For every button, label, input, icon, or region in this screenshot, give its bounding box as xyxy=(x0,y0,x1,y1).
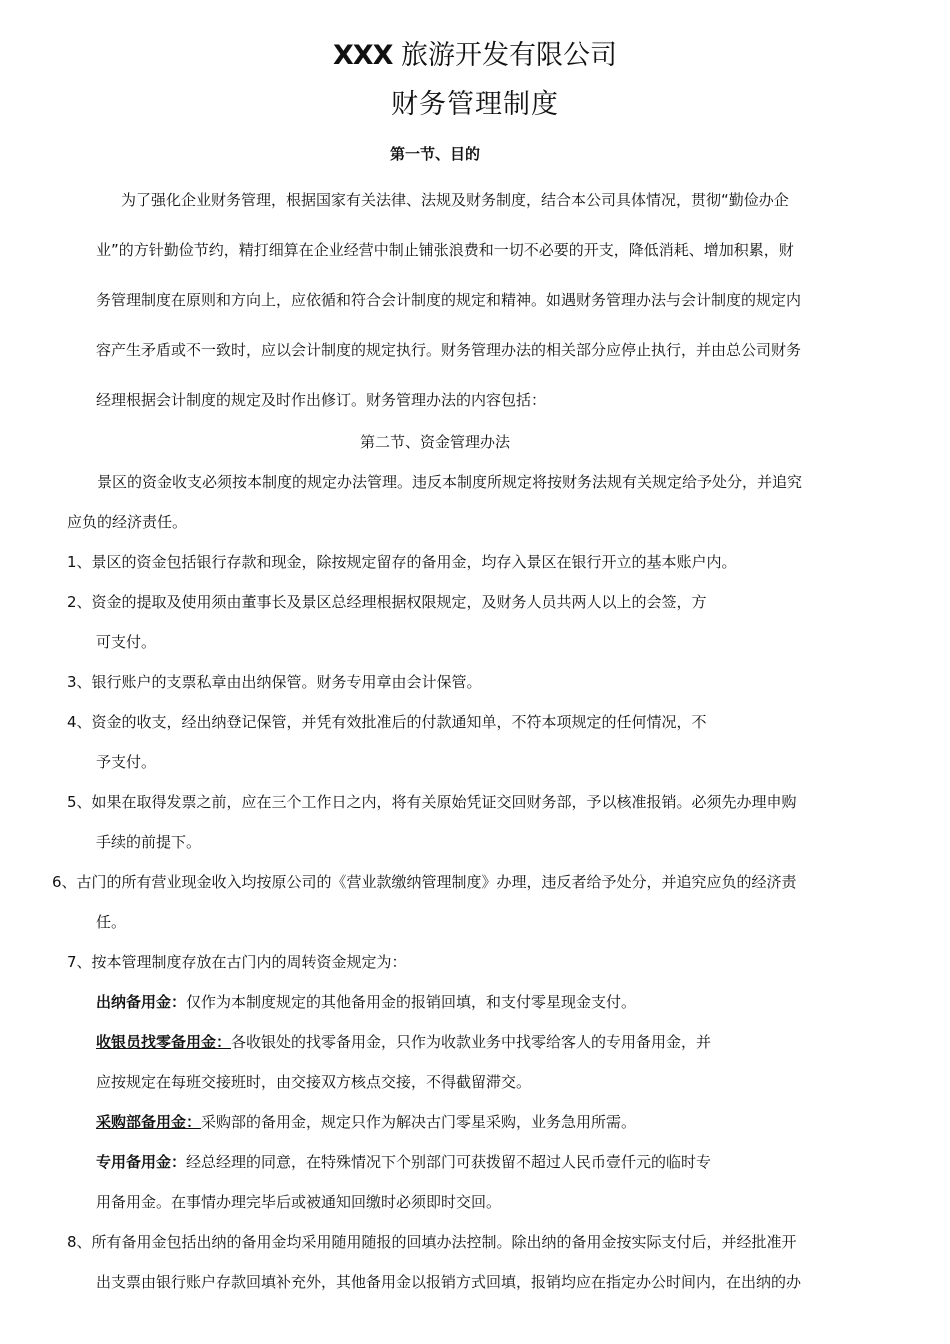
fund-cashier-label: 出纳备用金： xyxy=(96,993,187,1011)
company-title xyxy=(0,38,950,74)
fund-change-label: 收银员找零备用金： xyxy=(96,1033,232,1051)
item-8-line-2: 出支票由银行账户存款回填补充外，其他备用金以报销方式回填，报销均应在指定办公时间内，在出纳的办 xyxy=(96,1273,802,1291)
fund-special-text: 经总经理的同意，在特殊情况下个别部门可获拨留不超过人民币壹仟元的临时专 xyxy=(186,1153,712,1171)
document-title: 财务管理制度 xyxy=(391,89,559,120)
fund-purchase-text: 采购部的备用金，规定只作为解决古门零星采购，业务急用所需。 xyxy=(201,1113,637,1131)
fund-change-text: 各收银处的找零备用金，只作为收款业务中找零给客人的专用备用金，并 xyxy=(231,1033,712,1051)
fund-cashier-text: 仅作为本制度规定的其他备用金的报销回填，和支付零星现金支付。 xyxy=(186,993,637,1011)
section-2-intro-line-2: 应负的经济责任。 xyxy=(67,513,188,531)
item-6-line-2: 任。 xyxy=(96,913,127,931)
item-4-line-1: 4、资金的收支，经出纳登记保管，并凭有效批准后的付款通知单，不符本项规定的任何情况，不 xyxy=(67,713,707,731)
fund-special-line-2: 用备用金。在事情办理完毕后或被通知回缴时必须即时交回。 xyxy=(96,1193,502,1211)
item-5-line-1: 5、如果在取得发票之前，应在三个工作日之内，将有关原始凭证交回财务部，予以核准报销。必须先办理申购 xyxy=(67,793,797,811)
fund-change-line-2: 应按规定在每班交接班时，由交接双方核点交接，不得截留滞交。 xyxy=(96,1073,532,1091)
item-4-line-2: 予支付。 xyxy=(96,753,157,771)
section-1-para-line-5: 经理根据会计制度的规定及时作出修订。财务管理办法的内容包括： xyxy=(96,391,547,409)
company-name: 旅游开发有限公司 xyxy=(401,40,618,71)
item-5-line-2: 手续的前提下。 xyxy=(96,833,202,851)
item-7: 7、按本管理制度存放在古门内的周转资金规定为： xyxy=(67,953,407,971)
fund-special-line xyxy=(96,1151,711,1173)
item-2-line-1: 2、资金的提取及使用须由董事长及景区总经理根据权限规定，及财务人员共两人以上的会签，方 xyxy=(67,593,707,611)
section-1-para-line-3: 务管理制度在原则和方向上，应依循和符合会计制度的规定和精神。如遇财务管理办法与会计制度的规定内 xyxy=(96,291,802,309)
fund-change-line xyxy=(96,1031,711,1053)
section-1-para-line-4: 容产生矛盾或不一致时，应以会计制度的规定执行。财务管理办法的相关部分应停止执行，并由总公司财务 xyxy=(96,341,802,359)
item-8-line-1: 8、所有备用金包括出纳的备用金均采用随用随报的回填办法控制。除出纳的备用金按实际支付后，并经批准开 xyxy=(67,1233,797,1251)
section-1-heading: 第一节、目的 xyxy=(389,145,480,163)
item-6-line-1: 6、古门的所有营业现金收入均按原公司的《营业款缴纳管理制度》办理，违反者给予处分，并追究应负的经济责 xyxy=(52,873,797,891)
fund-purchase-label: 采购部备用金： xyxy=(96,1113,202,1131)
section-2-intro-line-1: 景区的资金收支必须按本制度的规定办法管理。违反本制度所规定将按财务法规有关规定给予处分，并追究 xyxy=(97,473,803,491)
section-1-para-line-1: 为了强化企业财务管理，根据国家有关法律、法规及财务制度，结合本公司具体情况，贯彻“勤俭办企 xyxy=(121,191,789,209)
fund-cashier-line xyxy=(96,991,636,1013)
fund-purchase-line xyxy=(96,1111,636,1133)
item-3: 3、银行账户的支票私章由出纳保管。财务专用章由会计保管。 xyxy=(67,673,482,691)
item-2-line-2: 可支付。 xyxy=(96,633,157,651)
item-1: 1、景区的资金包括银行存款和现金，除按规定留存的备用金，均存入景区在银行开立的基本账户内。 xyxy=(67,553,737,571)
company-prefix: XXX xyxy=(332,40,393,71)
section-2-heading: 第二节、资金管理办法 xyxy=(359,433,510,451)
fund-special-label: 专用备用金： xyxy=(96,1153,187,1171)
section-1-para-line-2: 业”的方针勤俭节约，精打细算在企业经营中制止铺张浪费和一切不必要的开支，降低消耗、增加积累，财 xyxy=(96,241,794,259)
